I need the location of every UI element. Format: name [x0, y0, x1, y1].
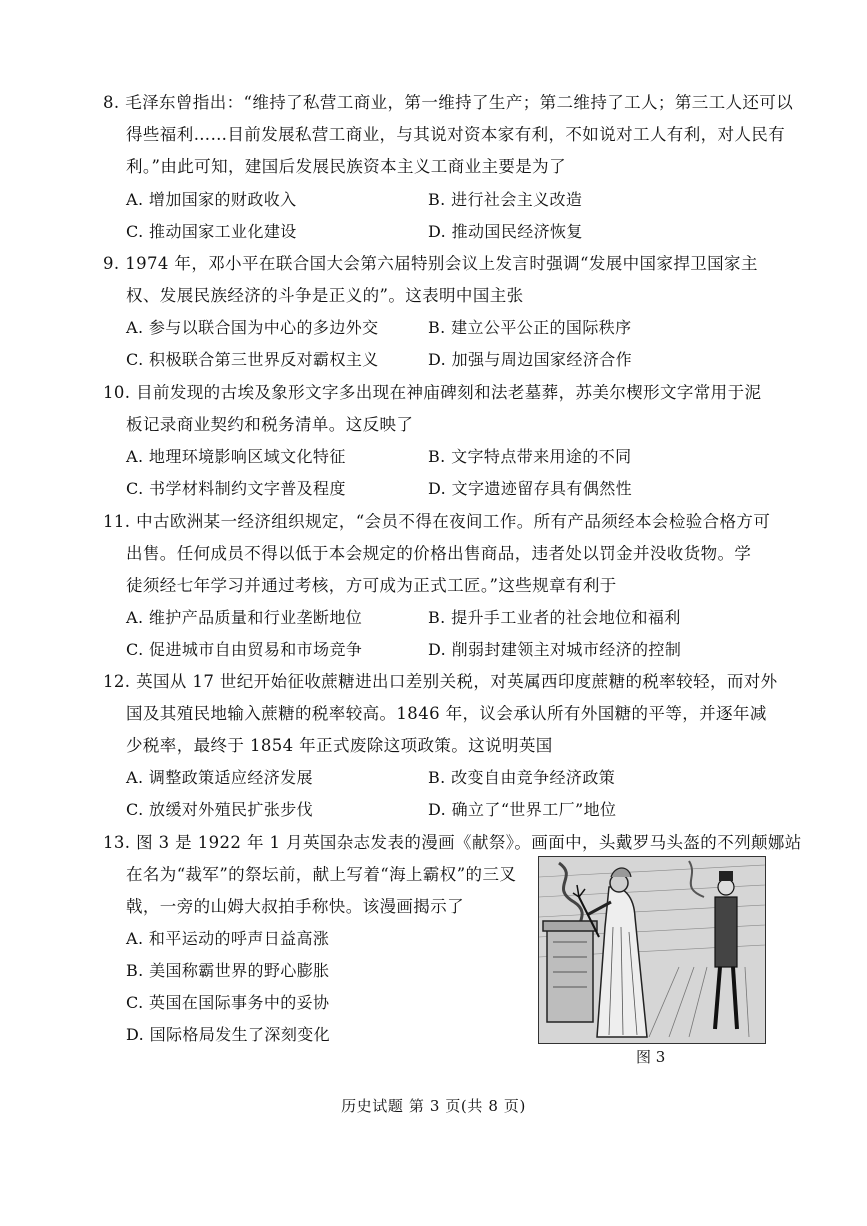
q13-option-a: A. 和平运动的呼声日益高涨 — [126, 929, 330, 948]
q8-option-d: D. 推动国民经济恢复 — [428, 222, 583, 241]
q12-option-c: C. 放缓对外殖民扩张步伐 — [126, 800, 314, 819]
q9-option-c: C. 积极联合第三世界反对霸权主义 — [126, 350, 379, 369]
q8-stem-line-1: 8. 毛泽东曾指出：“维持了私营工商业，第一维持了生产；第二维持了工人；第三工人还可以 — [103, 93, 794, 112]
q11-stem-line-2: 出售。任何成员不得以低于本会规定的价格出售商品，违者处以罚金并没收货物。学 — [126, 544, 752, 563]
figure-caption: 图 3 — [636, 1048, 666, 1066]
q10-stem-line-1: 10. 目前发现的古埃及象形文字多出现在神庙碑刻和法老墓葬，苏美尔楔形文字常用于泥 — [103, 383, 762, 402]
cartoon-illustration — [539, 857, 765, 1043]
q9-option-d: D. 加强与周边国家经济合作 — [428, 350, 633, 369]
q10-option-a: A. 地理环境影响区域文化特征 — [126, 447, 346, 466]
q8-option-a: A. 增加国家的财政收入 — [126, 190, 297, 209]
q13-option-c: C. 英国在国际事务中的妥协 — [126, 993, 330, 1012]
q8-stem-line-3: 利。”由此可知，建国后发展民族资本主义工商业主要是为了 — [126, 157, 566, 176]
q11-stem-line-3: 徒须经七年学习并通过考核，方可成为正式工匠。”这些规章有利于 — [126, 576, 617, 595]
q13-option-d: D. 国际格局发生了深刻变化 — [126, 1025, 331, 1044]
q12-option-b: B. 改变自由竞争经济政策 — [428, 768, 616, 787]
q11-option-a: A. 维护产品质量和行业垄断地位 — [126, 608, 363, 627]
q8-stem-line-2: 得些福利……目前发展私营工商业，与其说对资本家有利，不如说对工人有利，对人民有 — [126, 125, 786, 144]
q11-option-d: D. 削弱封建领主对城市经济的控制 — [428, 640, 682, 659]
q12-stem-line-3: 少税率，最终于 1854 年正式废除这项政策。这说明英国 — [126, 736, 553, 755]
q8-option-c: C. 推动国家工业化建设 — [126, 222, 297, 241]
q9-option-a: A. 参与以联合国为中心的多边外交 — [126, 318, 379, 337]
q10-option-b: B. 文字特点带来用途的不同 — [428, 447, 632, 466]
q12-stem-line-1: 12. 英国从 17 世纪开始征收蔗糖进出口差别关税，对英属西印度蔗糖的税率较轻，而对外 — [103, 672, 778, 691]
q12-stem-line-2: 国及其殖民地输入蔗糖的税率较高。1846 年，议会承认所有外国糖的平等，并逐年减 — [126, 704, 767, 723]
q11-option-b: B. 提升手工业者的社会地位和福利 — [428, 608, 681, 627]
q10-option-c: C. 书学材料制约文字普及程度 — [126, 479, 346, 498]
sacrifice-cartoon-figure — [538, 856, 766, 1044]
q11-option-c: C. 促进城市自由贸易和市场竞争 — [126, 640, 363, 659]
page-footer: 历史试题 第 3 页(共 8 页) — [341, 1097, 526, 1115]
q8-option-b: B. 进行社会主义改造 — [428, 190, 583, 209]
q13-option-b: B. 美国称霸世界的野心膨胀 — [126, 961, 330, 980]
q12-option-d: D. 确立了“世界工厂”地位 — [428, 800, 617, 819]
q12-option-a: A. 调整政策适应经济发展 — [126, 768, 313, 787]
q10-stem-line-2: 板记录商业契约和税务清单。这反映了 — [126, 415, 414, 434]
q13-stem-line-2: 在名为“裁军”的祭坛前，献上写着“海上霸权”的三叉 — [126, 865, 517, 884]
q9-stem-line-1: 9. 1974 年，邓小平在联合国大会第六届特别会议上发言时强调“发展中国家捍卫国家主 — [103, 254, 758, 273]
q13-stem-line-1: 13. 图 3 是 1922 年 1 月英国杂志发表的漫画《献祭》。画面中，头戴罗马头盔的不列颠娜站 — [103, 833, 802, 852]
q13-stem-line-3: 戟，一旁的山姆大叔拍手称快。该漫画揭示了 — [126, 897, 464, 916]
q11-stem-line-1: 11. 中古欧洲某一经济组织规定，“会员不得在夜间工作。所有产品须经本会检验合格方可 — [103, 512, 771, 531]
q9-stem-line-2: 权、发展民族经济的斗争是正义的”。这表明中国主张 — [126, 286, 524, 305]
q9-option-b: B. 建立公平公正的国际秩序 — [428, 318, 632, 337]
q10-option-d: D. 文字遗迹留存具有偶然性 — [428, 479, 633, 498]
